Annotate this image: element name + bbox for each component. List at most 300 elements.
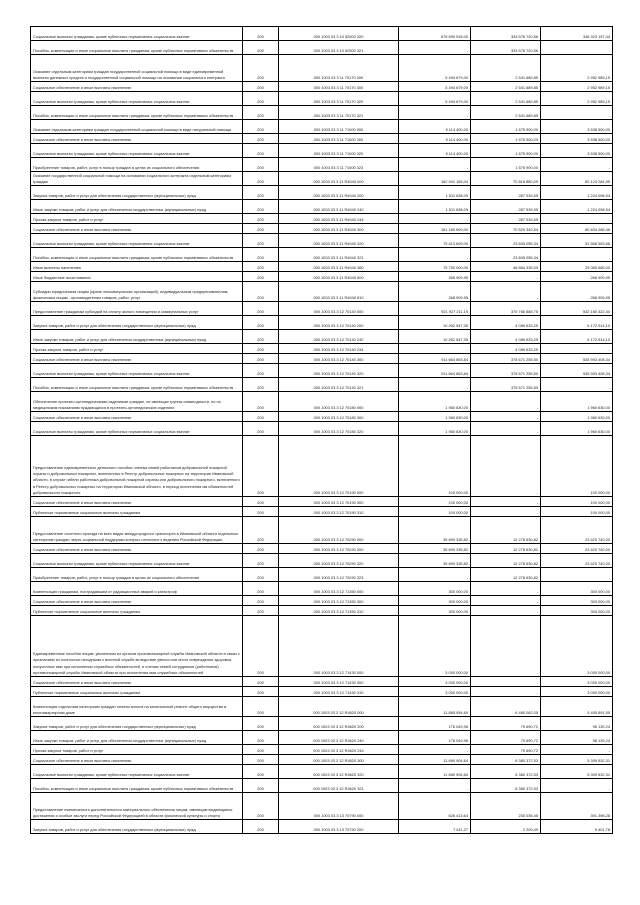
row-name-cell: Предоставление гражданам субсидий на оплату жилого помещения и коммунальных услуг [31, 302, 243, 316]
row-unexecuted-cell: 346 323 197,44 [541, 27, 613, 41]
row-unexecuted-cell: 23 420 740,00 [541, 554, 613, 568]
row-code-cell: 200 [243, 200, 279, 214]
row-code-cell: 200 [243, 144, 279, 158]
row-code-cell: 200 [243, 282, 279, 302]
row-kbk-cell: 000 1003 03 3 12 71350 300 [279, 596, 399, 606]
row-kbk-cell: 000 1003 03 3 12 70290 320 [279, 554, 399, 568]
row-executed-cell: 2 541 689,85 [471, 82, 541, 92]
row-approved-cell: 100 000,00 [399, 497, 471, 507]
row-executed-cell: - [471, 412, 541, 422]
row-kbk-cell: 000 1003 03 3 11 70170 300 [279, 82, 399, 92]
row-approved-cell: 161 160 609,00 [399, 224, 471, 234]
row-kbk-cell: 000 1003 03 3 11 R4040 810 [279, 282, 399, 302]
table-row [31, 582, 613, 596]
row-unexecuted-cell: 1 960 630,00 [541, 392, 613, 412]
row-kbk-cell: 000 1003 03 3 13 70790 000 [279, 793, 399, 820]
row-approved-cell: 1 511 638,09 [399, 200, 471, 214]
row-code-cell: 200 [243, 82, 279, 92]
row-executed-cell: - [471, 596, 541, 606]
row-approved-cell: 3 000 000,00 [399, 677, 471, 687]
row-executed-cell: 79 690,72 [471, 745, 541, 755]
row-executed-cell: - [471, 272, 541, 282]
budget-execution-table [30, 26, 613, 834]
row-unexecuted-cell: 100 000,00 [541, 497, 613, 507]
row-unexecuted-cell: 3 000 000,00 [541, 687, 613, 697]
row-kbk-cell: 000 1003 03 3 12 70180 000 [279, 392, 399, 412]
row-unexecuted-cell: 535 993 408,34 [541, 364, 613, 378]
row-kbk-cell: 000 1003 03 3 12 70140 321 [279, 378, 399, 392]
row-unexecuted-cell: 391 398,28 [541, 793, 613, 820]
table-row [31, 272, 613, 282]
row-name-cell: Социальное обеспечение и иные выплаты населению [31, 755, 243, 765]
row-name-cell: Обеспечение протезно-ортопедическими изделиями граждан, не имеющих группы инвалидности, но по медицинским показаниям нуждающихся в протезно-ортопедических изделиях [31, 392, 243, 412]
row-code-cell: 200 [243, 378, 279, 392]
row-unexecuted-cell: - [541, 248, 613, 262]
table-row [31, 214, 613, 224]
table-row [31, 344, 613, 354]
row-unexecuted-cell: 535 993 408,34 [541, 354, 613, 364]
row-name-cell: Социальные выплаты гражданам, кроме публичных нормативных социальных выплат [31, 422, 243, 436]
row-unexecuted-cell: 100 000,00 [541, 507, 613, 517]
row-unexecuted-cell: - [541, 158, 613, 172]
row-approved-cell: 300 000,00 [399, 582, 471, 596]
row-name-cell: Социальные выплаты гражданам, кроме публичных нормативных социальных выплат [31, 27, 243, 41]
row-executed-cell: - [471, 392, 541, 412]
row-executed-cell: - [471, 687, 541, 697]
row-name-cell: Социальные выплаты гражданам, кроме публичных нормативных социальных выплат [31, 364, 243, 378]
table-row [31, 544, 613, 554]
row-approved-cell: 5 114 400,00 [399, 120, 471, 134]
row-code-cell: 200 [243, 554, 279, 568]
row-name-cell: Иные закупки товаров, работ и услуг для обеспечения государственных (муниципальных) нужд [31, 200, 243, 214]
row-approved-cell: 5 114 400,00 [399, 144, 471, 158]
table-row [31, 134, 613, 144]
row-name-cell: Публичные нормативные социальные выплаты гражданам [31, 507, 243, 517]
row-executed-cell: 333 576 720,56 [471, 41, 541, 55]
row-kbk-cell: 000 1003 03 3 12 70140 000 [279, 302, 399, 316]
row-kbk-cell: 000 1003 03 3 11 R4040 240 [279, 200, 399, 214]
row-executed-cell: - [471, 282, 541, 302]
table-row [31, 717, 613, 731]
row-executed-cell: - [471, 436, 541, 497]
row-approved-cell: 3 000 000,00 [399, 616, 471, 677]
table-row [31, 248, 613, 262]
row-kbk-cell: 000 1003 03 3 12 70190 000 [279, 436, 399, 497]
row-kbk-cell: 000 1003 03 3 12 70290 300 [279, 544, 399, 554]
row-name-cell: Прочая закупка товаров, работ и услуг [31, 214, 243, 224]
table-row [31, 820, 613, 834]
row-approved-cell: 75 750 000,00 [399, 262, 471, 272]
row-kbk-cell: 000 1003 03 3 12 R4620 000 [279, 697, 399, 717]
row-kbk-cell: 000 1003 03 3 12 R4620 300 [279, 755, 399, 765]
row-code-cell: 200 [243, 272, 279, 282]
row-approved-cell: 921 927 211,19 [399, 302, 471, 316]
table-row [31, 745, 613, 755]
row-approved-cell: 162 941 165,04 [399, 172, 471, 186]
row-approved-cell: 5 494 679,00 [399, 92, 471, 106]
row-unexecuted-cell: 300 000,00 [541, 582, 613, 596]
row-code-cell: 200 [243, 582, 279, 596]
row-kbk-cell: 000 1003 03 3 13 70790 200 [279, 820, 399, 834]
row-unexecuted-cell: 5 309 532,31 [541, 765, 613, 779]
row-approved-cell: 300 000,00 [399, 596, 471, 606]
row-name-cell: Предоставление ежемесячного дополнительного материального обеспечения лицам, имеющим выдающиеся достижения и особые заслуги перед Российской Федерацией в области физической культуры и спорта [31, 793, 243, 820]
row-name-cell: Компенсация отдельным категориям граждан оплаты взноса на капитальный ремонт общего имущества в многоквартирном доме [31, 697, 243, 717]
table-row [31, 92, 613, 106]
row-name-cell: Пособия, компенсации и иные социальные выплаты гражданам, кроме публичных нормативных обязательств [31, 248, 243, 262]
row-unexecuted-cell: 3 538 500,00 [541, 120, 613, 134]
row-approved-cell: - [399, 248, 471, 262]
row-name-cell: Приобретение товаров, работ, услуг в пользу граждан в целях их социального обеспечения [31, 158, 243, 172]
row-executed-cell: 4 089 633,25 [471, 316, 541, 330]
row-code-cell: 200 [243, 92, 279, 106]
table-row [31, 55, 613, 82]
table-row [31, 765, 613, 779]
table-row [31, 234, 613, 248]
row-executed-cell: 12 278 630,82 [471, 554, 541, 568]
row-executed-cell: 23 845 055,34 [471, 248, 541, 262]
row-name-cell: Иные закупки товаров, работ и услуг для обеспечения государственных (муниципальных) нужд [31, 731, 243, 745]
row-approved-cell: 5 494 679,00 [399, 55, 471, 82]
row-name-cell: Закупка товаров, работ и услуг для обеспечения государственных (муниципальных) нужд [31, 820, 243, 834]
row-name-cell: Публичные нормативные социальные выплаты гражданам [31, 606, 243, 616]
table-row [31, 282, 613, 302]
table-row [31, 144, 613, 158]
row-approved-cell: - [399, 745, 471, 755]
row-name-cell: Оказание государственной социальной помощи на основании социального контракта отдельным категориям граждан [31, 172, 243, 186]
table-row [31, 517, 613, 544]
row-approved-cell: 300 000,00 [399, 606, 471, 616]
row-unexecuted-cell: 1 224 098,54 [541, 200, 613, 214]
table-row [31, 364, 613, 378]
row-unexecuted-cell: 82 124 284,95 [541, 172, 613, 186]
row-kbk-cell: 000 1003 03 3 11 R4040 200 [279, 186, 399, 200]
table-row [31, 262, 613, 272]
row-approved-cell: 10 262 547,35 [399, 330, 471, 344]
row-executed-cell: 79 690,72 [471, 717, 541, 731]
row-code-cell: 200 [243, 717, 279, 731]
row-kbk-cell: 000 1003 03 3 11 R4040 800 [279, 272, 399, 282]
row-name-cell: Предоставление единовременного денежного пособия членам семей работников добровольной пожарной охраны и добровольных пожарных, включенных в Реестр добровольных пожарных на территории Ивановской области, в случае гибели работника добровольной пожарной охраны или добровольного пожарного, включенного в Реестр добровольных пожарных на территории Ивановской области, в период исполнения им обязанностей добровольного пожарного [31, 436, 243, 497]
row-kbk-cell: 000 1003 03 3 12 R4620 240 [279, 731, 399, 745]
row-executed-cell: - [471, 497, 541, 507]
row-executed-cell: 70 529 340,54 [471, 224, 541, 234]
row-executed-cell: 12 278 630,82 [471, 544, 541, 554]
table-row [31, 120, 613, 134]
row-kbk-cell: 000 1003 03 3 12 71430 300 [279, 677, 399, 687]
row-unexecuted-cell: 2 952 989,15 [541, 82, 613, 92]
row-kbk-cell: 000 1003 03 3 11 71000 323 [279, 158, 399, 172]
row-kbk-cell: 000 1003 03 3 12 R4620 200 [279, 717, 399, 731]
table-row [31, 731, 613, 745]
table-row [31, 687, 613, 697]
row-code-cell: 200 [243, 344, 279, 354]
row-approved-cell: 3 000 000,00 [399, 687, 471, 697]
table-row [31, 82, 613, 92]
table-row [31, 793, 613, 820]
row-approved-cell: 1 960 630,00 [399, 412, 471, 422]
table-row [31, 316, 613, 330]
row-executed-cell: - [471, 616, 541, 677]
row-unexecuted-cell: 268 909,95 [541, 272, 613, 282]
row-approved-cell: 268 909,95 [399, 272, 471, 282]
row-executed-cell: 1 575 900,00 [471, 120, 541, 134]
row-executed-cell: - [471, 606, 541, 616]
row-approved-cell: 176 049,96 [399, 731, 471, 745]
row-kbk-cell: 000 1003 03 3 12 71430 310 [279, 687, 399, 697]
row-name-cell: Социальное обеспечение и иные выплаты населению [31, 354, 243, 364]
row-unexecuted-cell: - [541, 344, 613, 354]
row-executed-cell: 2 541 689,85 [471, 55, 541, 82]
row-kbk-cell: 000 1003 03 3 12 70140 300 [279, 354, 399, 364]
row-kbk-cell: 000 1003 03 3 11 R4040 321 [279, 248, 399, 262]
row-code-cell: 200 [243, 186, 279, 200]
row-approved-cell: - [399, 568, 471, 582]
table-row [31, 158, 613, 172]
row-name-cell: Прочая закупка товаров, работ и услуг [31, 745, 243, 755]
row-unexecuted-cell: 23 420 740,00 [541, 517, 613, 544]
row-code-cell: 200 [243, 392, 279, 412]
row-code-cell: 200 [243, 330, 279, 344]
row-name-cell: Пособия, компенсации и иные социальные выплаты гражданам, кроме публичных нормативных обязательств [31, 41, 243, 55]
row-code-cell: 200 [243, 27, 279, 41]
row-name-cell: Социальное обеспечение и иные выплаты населению [31, 412, 243, 422]
row-name-cell: Пособия, компенсации и иные социальные выплаты гражданам, кроме публичных нормативных обязательств [31, 779, 243, 793]
row-executed-cell: - [471, 582, 541, 596]
row-executed-cell: 287 539,55 [471, 186, 541, 200]
row-code-cell: 200 [243, 224, 279, 234]
row-kbk-cell: 000 1003 03 3 12 71350 310 [279, 606, 399, 616]
row-approved-cell: 11 865 954,60 [399, 697, 471, 717]
row-kbk-cell: 000 1003 03 3 11 R4040 000 [279, 172, 399, 186]
row-executed-cell: 6 460 062,05 [471, 697, 541, 717]
row-approved-cell: - [399, 41, 471, 55]
row-name-cell: Иные выплаты населению [31, 262, 243, 272]
row-code-cell: 200 [243, 214, 279, 224]
row-kbk-cell: 000 1003 03 3 12 R4620 321 [279, 779, 399, 793]
row-name-cell: Компенсация гражданам, пострадавшим от радиационных аварий и катастроф [31, 582, 243, 596]
row-kbk-cell: 000 1003 03 3 12 R4620 244 [279, 745, 399, 755]
row-executed-cell: 6 380 372,53 [471, 765, 541, 779]
table-row [31, 330, 613, 344]
table-row [31, 616, 613, 677]
row-approved-cell: - [399, 158, 471, 172]
row-name-cell: Предоставление льготного проезда на всех видах междугородного транспорта в Ивановской области отдельным категориям граждан, меры социальной поддержки которых относятся к ведению Российской Федерации [31, 517, 243, 544]
row-unexecuted-cell: 3 000 000,00 [541, 677, 613, 687]
table-row [31, 568, 613, 582]
table-row [31, 507, 613, 517]
row-kbk-cell: 000 1003 03 3 11 71000 000 [279, 120, 399, 134]
row-approved-cell: 11 689 904,64 [399, 765, 471, 779]
row-unexecuted-cell: - [541, 779, 613, 793]
row-unexecuted-cell: 3 000 000,00 [541, 616, 613, 677]
row-executed-cell: 79 690,72 [471, 731, 541, 745]
row-executed-cell: 375 671 255,50 [471, 378, 541, 392]
row-code-cell: 200 [243, 172, 279, 186]
row-name-cell: Единовременные пособия лицам, уволенным из органов противопожарной службы Ивановской области в связи с признанием их полностью негодными к военной службе вследствие увечья или иного повреждения здоровья, полученных ими при исполнении служебных обязанностей, и членам семей сотрудников (работников) противопожарной службы Ивановской области при исполнении ими служебных обязанностей [31, 616, 243, 677]
row-executed-cell: 235 035,45 [471, 793, 541, 820]
row-unexecuted-cell: - [541, 745, 613, 755]
table-row [31, 412, 613, 422]
row-kbk-cell: 000 1003 03 3 12 70140 240 [279, 330, 399, 344]
row-approved-cell: 75 413 609,00 [399, 234, 471, 248]
table-row [31, 554, 613, 568]
row-unexecuted-cell: - [541, 41, 613, 55]
table-row [31, 302, 613, 316]
row-code-cell: 200 [243, 745, 279, 755]
table-row [31, 354, 613, 364]
row-executed-cell: 12 278 630,82 [471, 517, 541, 544]
row-executed-cell: 287 539,55 [471, 200, 541, 214]
table-row [31, 200, 613, 214]
row-name-cell: Пособия, компенсации и иные социальные выплаты гражданам, кроме публичных нормативных обязательств [31, 378, 243, 392]
row-code-cell: 200 [243, 793, 279, 820]
row-kbk-cell: 000 1003 03 3 11 70170 000 [279, 55, 399, 82]
row-approved-cell: 1 960 630,00 [399, 392, 471, 412]
row-code-cell: 200 [243, 755, 279, 765]
row-kbk-cell: 000 1003 03 3 12 71430 000 [279, 616, 399, 677]
row-executed-cell: 6 380 372,53 [471, 779, 541, 793]
row-unexecuted-cell: 6 172 914,10 [541, 330, 613, 344]
row-executed-cell: 6 380 372,53 [471, 755, 541, 765]
row-code-cell: 200 [243, 596, 279, 606]
table-row [31, 27, 613, 41]
row-approved-cell: - [399, 106, 471, 120]
table-row [31, 697, 613, 717]
row-approved-cell: - [399, 214, 471, 224]
row-code-cell: 200 [243, 120, 279, 134]
row-name-cell: Иные бюджетные ассигнования [31, 272, 243, 282]
row-unexecuted-cell: 268 909,95 [541, 282, 613, 302]
row-code-cell: 200 [243, 158, 279, 172]
row-code-cell: 200 [243, 616, 279, 677]
row-code-cell: 200 [243, 262, 279, 272]
row-kbk-cell: 000 1003 03 3 11 71000 300 [279, 134, 399, 144]
row-code-cell: 200 [243, 248, 279, 262]
row-code-cell: 200 [243, 517, 279, 544]
row-name-cell: Закупка товаров, работ и услуг для обеспечения государственных (муниципальных) нужд [31, 316, 243, 330]
report-sheet [30, 26, 612, 834]
row-executed-cell: 333 576 720,56 [471, 27, 541, 41]
row-name-cell: Социальное обеспечение и иные выплаты населению [31, 677, 243, 687]
row-name-cell: Социальное обеспечение и иные выплаты населению [31, 497, 243, 507]
row-approved-cell: - [399, 779, 471, 793]
table-row [31, 779, 613, 793]
row-unexecuted-cell: - [541, 378, 613, 392]
row-code-cell: 200 [243, 507, 279, 517]
row-executed-cell: - [471, 677, 541, 687]
row-approved-cell: 11 689 904,64 [399, 755, 471, 765]
row-name-cell: Социальные выплаты гражданам, кроме публичных нормативных социальных выплат [31, 144, 243, 158]
row-approved-cell: - [399, 344, 471, 354]
table-row [31, 41, 613, 55]
row-unexecuted-cell: 1 224 098,54 [541, 186, 613, 200]
row-approved-cell: 911 664 663,84 [399, 354, 471, 364]
row-kbk-cell: 000 1003 03 3 12 70190 300 [279, 497, 399, 507]
row-approved-cell: 35 699 335,82 [399, 544, 471, 554]
row-approved-cell: 5 114 400,00 [399, 134, 471, 144]
row-approved-cell: - [399, 378, 471, 392]
row-unexecuted-cell: 5 309 532,31 [541, 755, 613, 765]
row-kbk-cell: 000 1003 03 3 12 70180 300 [279, 412, 399, 422]
row-name-cell: Социальное обеспечение и иные выплаты населению [31, 544, 243, 554]
row-name-cell: Социальное обеспечение и иные выплаты населению [31, 596, 243, 606]
row-unexecuted-cell: 96 139,24 [541, 717, 613, 731]
row-approved-cell: 35 699 335,82 [399, 554, 471, 568]
row-executed-cell: 375 671 255,50 [471, 354, 541, 364]
row-approved-cell: 100 000,00 [399, 507, 471, 517]
row-name-cell: Социальные выплаты гражданам, кроме публичных нормативных социальных выплат [31, 765, 243, 779]
row-code-cell: 200 [243, 544, 279, 554]
row-code-cell: 200 [243, 55, 279, 82]
row-executed-cell: 2 541 689,85 [471, 92, 541, 106]
row-approved-cell: 268 909,95 [399, 282, 471, 302]
row-name-cell: Социальные выплаты гражданам, кроме публичных нормативных социальных выплат [31, 92, 243, 106]
row-approved-cell: 5 494 679,00 [399, 82, 471, 92]
row-executed-cell: 12 278 630,82 [471, 568, 541, 582]
row-unexecuted-cell: 3 538 500,00 [541, 134, 613, 144]
row-code-cell: 200 [243, 134, 279, 144]
table-row [31, 677, 613, 687]
table-row [31, 392, 613, 412]
row-kbk-cell: 000 1003 03 3 10 52500 321 [279, 41, 399, 55]
row-kbk-cell: 000 1003 03 3 11 70170 321 [279, 106, 399, 120]
row-code-cell: 200 [243, 497, 279, 507]
row-unexecuted-cell: - [541, 568, 613, 582]
row-name-cell: Субсидии юридическим лицам (кроме некоммерческих организаций), индивидуальным предпринимателям, физическим лицам - производителям товаров, работ, услуг [31, 282, 243, 302]
table-row [31, 172, 613, 186]
row-unexecuted-cell: 2 952 989,15 [541, 55, 613, 82]
table-row [31, 596, 613, 606]
row-approved-cell: 1 960 630,00 [399, 422, 471, 436]
row-kbk-cell: 000 1003 03 3 12 70180 320 [279, 422, 399, 436]
row-code-cell: 200 [243, 422, 279, 436]
row-code-cell: 200 [243, 354, 279, 364]
row-code-cell: 200 [243, 316, 279, 330]
row-kbk-cell: 000 1003 03 3 11 71000 320 [279, 144, 399, 158]
row-kbk-cell: 000 1003 03 3 12 70290 000 [279, 517, 399, 544]
row-kbk-cell: 000 1003 03 3 11 R4040 244 [279, 214, 399, 224]
row-code-cell: 200 [243, 687, 279, 697]
row-kbk-cell: 000 1003 03 3 11 R4040 360 [279, 262, 399, 272]
row-kbk-cell: 000 1003 03 3 12 71350 000 [279, 582, 399, 596]
row-code-cell: 200 [243, 731, 279, 745]
table-row [31, 755, 613, 765]
row-unexecuted-cell: 80 634 268,46 [541, 224, 613, 234]
row-code-cell: 200 [243, 234, 279, 248]
row-kbk-cell: 000 1003 03 3 11 R4040 320 [279, 234, 399, 248]
row-executed-cell: 287 539,55 [471, 214, 541, 224]
row-name-cell: Оказание отдельным категориям граждан государственной социальной помощи в виде единовременной выплаты денежных средств и государственной социальной помощи на основании социального контракта [31, 55, 243, 82]
row-kbk-cell: 000 1003 03 3 11 R4040 300 [279, 224, 399, 234]
row-kbk-cell: 000 1003 03 3 11 70170 320 [279, 92, 399, 106]
row-unexecuted-cell: 29 065 665,00 [541, 262, 613, 272]
row-approved-cell: 176 049,96 [399, 717, 471, 731]
row-code-cell: 200 [243, 820, 279, 834]
row-unexecuted-cell: 5 405 891,55 [541, 697, 613, 717]
row-name-cell: Публичные нормативные социальные выплаты гражданам [31, 687, 243, 697]
row-kbk-cell: 000 1003 03 3 12 70190 310 [279, 507, 399, 517]
row-executed-cell: 1 575 900,00 [471, 158, 541, 172]
row-unexecuted-cell: 1 960 630,00 [541, 412, 613, 422]
row-executed-cell: - [471, 422, 541, 436]
row-name-cell: Закупка товаров, работ и услуг для обеспечения государственных (муниципальных) нужд [31, 186, 243, 200]
row-executed-cell: 4 089 633,25 [471, 330, 541, 344]
row-unexecuted-cell: - [541, 106, 613, 120]
table-row [31, 378, 613, 392]
row-approved-cell: 10 262 547,35 [399, 316, 471, 330]
table-row [31, 497, 613, 507]
